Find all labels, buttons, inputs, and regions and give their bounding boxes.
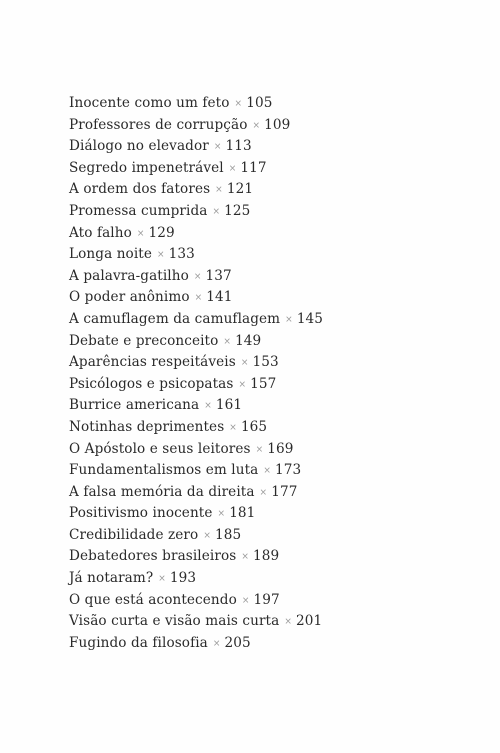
toc-separator: × — [238, 379, 247, 390]
toc-entry — [69, 395, 323, 417]
toc-entry-title: Fugindo da filosofia — [69, 634, 208, 651]
toc-entry-page-number: 145 — [296, 310, 324, 327]
toc-entry-page-number: 117 — [240, 159, 267, 176]
toc-entry — [69, 331, 323, 353]
toc-separator: × — [263, 466, 272, 477]
toc-entry-title: Credibilidade zero — [69, 526, 199, 543]
toc-entry — [69, 352, 323, 374]
toc-entry — [69, 568, 323, 590]
toc-entry-title: Promessa cumprida — [69, 202, 208, 219]
toc-entry-page-number: 189 — [252, 548, 280, 565]
toc-separator: × — [213, 142, 222, 153]
toc-entry-title: A ordem dos fatores — [69, 181, 211, 198]
toc-separator: × — [234, 99, 243, 109]
toc-entry — [69, 417, 323, 439]
toc-entry-page-number: 129 — [148, 224, 175, 241]
toc-entry-title: Já notaram? — [69, 570, 154, 587]
toc-entry-page-number: 165 — [240, 418, 268, 435]
toc-separator: × — [240, 358, 249, 369]
toc-entry — [69, 115, 323, 137]
toc-entry-page-number: 193 — [169, 570, 197, 587]
toc-separator: × — [217, 509, 226, 520]
toc-separator: × — [194, 293, 203, 304]
toc-entry — [69, 439, 323, 461]
toc-separator: × — [136, 228, 145, 239]
toc-entry-page-number: 125 — [224, 202, 251, 219]
toc-separator: × — [223, 336, 232, 347]
toc-entry-page-number: 133 — [168, 246, 195, 263]
toc-entry-title: Ato falho — [69, 224, 132, 241]
toc-entry-page-number: 185 — [214, 526, 242, 543]
toc-separator: × — [241, 595, 250, 606]
toc-entry-page-number: 161 — [215, 397, 243, 414]
toc-entry-title: Inocente como um feto — [69, 95, 230, 111]
toc-entry — [69, 309, 323, 331]
toc-entry-page-number: 153 — [252, 354, 279, 371]
toc-entry-title: Debatedores brasileiros — [69, 548, 237, 565]
toc-separator: × — [241, 552, 249, 563]
toc-separator: × — [212, 206, 221, 217]
toc-entry — [69, 179, 323, 201]
toc-separator: × — [252, 120, 261, 131]
toc-separator: × — [259, 487, 268, 498]
toc-entry-page-number: 121 — [226, 181, 254, 198]
toc-separator: × — [284, 617, 292, 628]
toc-entry-title: A falsa memória da direita — [69, 483, 255, 500]
toc-entry — [69, 633, 323, 655]
toc-entry — [69, 136, 323, 158]
toc-entry — [69, 158, 323, 180]
toc-entry-page-number: 173 — [275, 462, 302, 479]
toc-entry-title: Visão curta e visão mais curta — [69, 613, 280, 630]
toc-separator: × — [215, 185, 223, 196]
toc-entry-page-number: 113 — [225, 138, 252, 155]
toc-separator: × — [255, 444, 264, 455]
toc-entry-page-number: 181 — [229, 505, 256, 522]
toc-entry-title: A palavra-gatilho — [69, 267, 189, 284]
toc-entry-title: Professores de corrupção — [69, 116, 248, 133]
toc-entry-page-number: 201 — [295, 613, 323, 630]
toc-entry — [69, 266, 323, 288]
toc-entry-title: A camuflagem da camuflagem — [69, 310, 281, 327]
toc-separator: × — [203, 530, 211, 541]
toc-entry — [69, 201, 323, 223]
toc-entry — [69, 460, 323, 482]
toc-entry — [69, 611, 323, 633]
toc-entry-page-number: 149 — [235, 332, 262, 349]
toc-entry — [69, 503, 323, 525]
toc-entry-page-number: 105 — [246, 95, 273, 111]
toc-entry-title: Aparências respeitáveis — [69, 354, 236, 371]
toc-separator: × — [193, 271, 202, 282]
toc-entry-page-number: 205 — [224, 634, 251, 651]
toc-separator: × — [229, 422, 237, 433]
toc-entry — [69, 590, 323, 612]
toc-entry-title: O poder anônimo — [69, 289, 190, 306]
toc-separator: × — [158, 574, 166, 585]
toc-entry-page-number: 157 — [250, 375, 277, 392]
toc-entry — [69, 93, 323, 115]
toc-entry-title: Segredo impenetrável — [69, 159, 224, 176]
toc-entry-title: Longa noite — [69, 246, 152, 263]
toc-entry-title: O que está acontecendo — [69, 591, 237, 608]
toc-entry-title: Notinhas deprimentes — [69, 418, 225, 435]
toc-entry-title: Debate e preconceito — [69, 332, 219, 349]
toc-entry — [69, 244, 323, 266]
toc-entry-title: Burrice americana — [69, 397, 200, 414]
toc-entry — [69, 546, 323, 568]
toc-entry-title: Fundamentalismos em luta — [69, 462, 259, 479]
toc-separator: × — [212, 638, 221, 649]
toc-entry-page-number: 141 — [206, 289, 233, 306]
toc-entry-title: Diálogo no elevador — [69, 138, 209, 155]
toc-entry-title: Psicólogos e psicopatas — [69, 375, 234, 392]
toc-entry-title: O Apóstolo e seus leitores — [69, 440, 251, 457]
toc-entry — [69, 525, 323, 547]
table-of-contents — [69, 93, 323, 654]
toc-entry — [69, 287, 323, 309]
toc-entry-page-number: 169 — [267, 440, 294, 457]
toc-separator: × — [228, 163, 237, 174]
toc-entry — [69, 374, 323, 396]
toc-entry — [69, 482, 323, 504]
toc-entry — [69, 223, 323, 245]
toc-entry-page-number: 197 — [253, 591, 280, 608]
toc-entry-page-number: 177 — [271, 483, 298, 500]
toc-entry-page-number: 109 — [264, 116, 291, 133]
toc-entry-title: Positivismo inocente — [69, 505, 213, 522]
toc-separator: × — [157, 250, 165, 261]
toc-entry-page-number: 137 — [205, 267, 232, 284]
toc-separator: × — [285, 314, 293, 325]
toc-separator: × — [204, 401, 212, 412]
